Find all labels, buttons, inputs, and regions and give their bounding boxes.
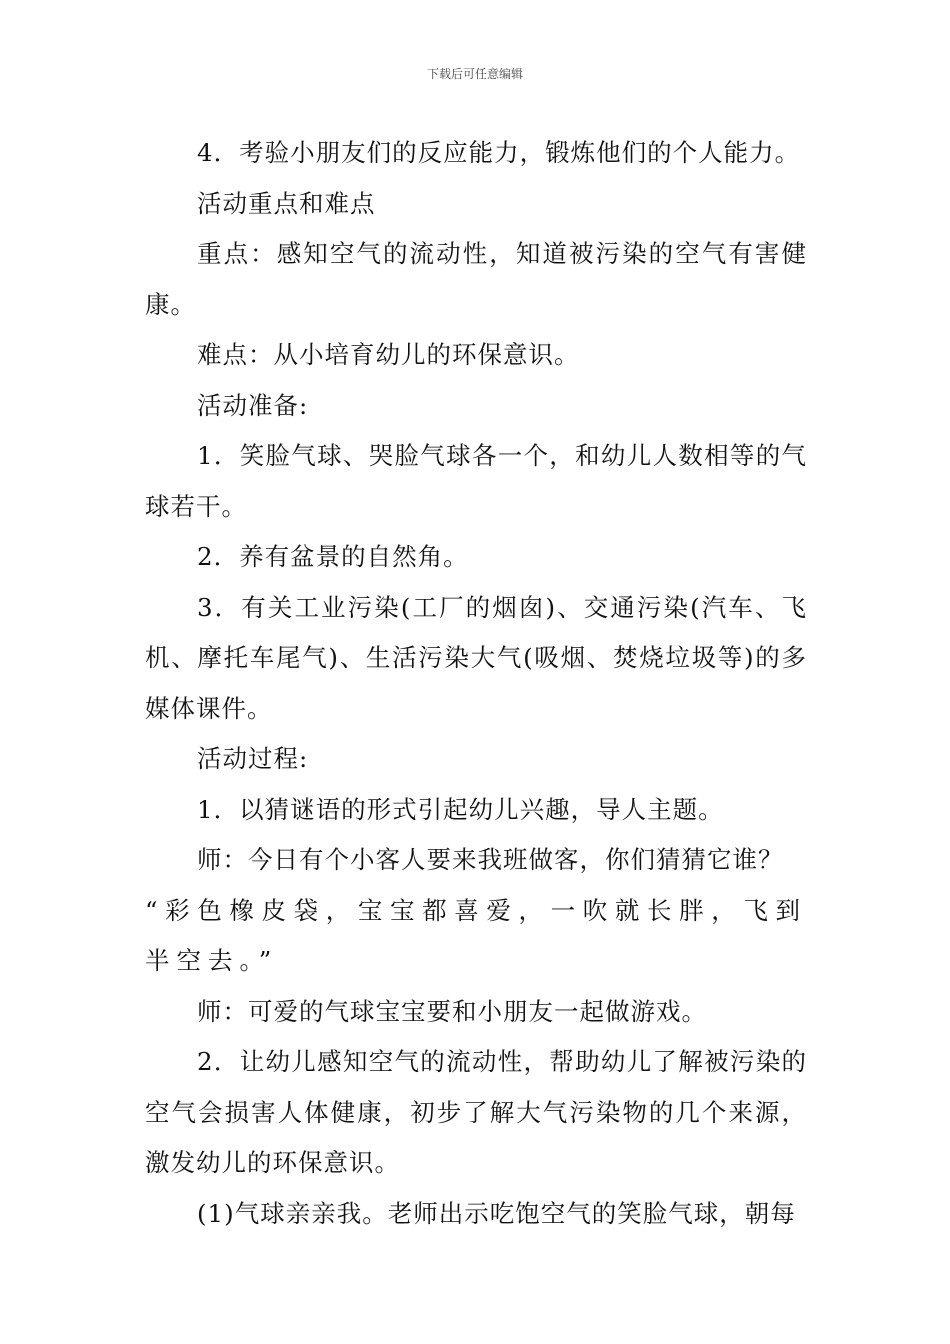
paragraph-teacher-riddle: 师：今日有个小客人要来我班做客，你们猜猜它谁？ [197,845,784,874]
paragraph-preparation-2: 2．养有盆景的自然角。 [197,542,469,571]
paragraph-preparation-3: 3．有关工业污染(工厂的烟囱)、交通污染(汽车、飞机、摩托车尾气)、生活污染大气(吸烟、焚烧垃圾等)的多媒体课件。 [145,592,807,723]
paragraph-process-1: 1．以猜谜语的形式引起幼儿兴趣，导人主题。 [197,794,724,824]
paragraph-key-point: 重点：感知空气的流动性，知道被污染的空气有害健康。 [145,239,807,319]
document-body [145,128,807,1239]
paragraph-riddle-text: “彩色橡皮袋，宝宝都喜爱，一吹就长胖，飞到半空去。” [145,895,807,975]
heading-preparation: 活动准备: [197,390,309,420]
paragraph-process-2: 2．让幼儿感知空气的流动性，帮助幼儿了解被污染的空气会损害人体健康，初步了解大气污染物的几个来源，激发幼儿的环保意识。 [145,1047,807,1177]
paragraph-process-2-1: (1)气球亲亲我。老师出示吃饱空气的笑脸气球，朝每 [197,1198,796,1228]
paragraph-difficult-point: 难点：从小培育幼儿的环保意识。 [197,340,580,369]
paragraph-teacher-game: 师：可爱的气球宝宝要和小朋友一起做游戏。 [197,996,707,1026]
heading-key-points: 活动重点和难点 [197,188,376,218]
paragraph-objective-4: 4．考验小朋友们的反应能力，锻炼他们的个人能力。 [197,138,801,167]
heading-process: 活动过程: [197,744,309,773]
paragraph-preparation-1: 1．笑脸气球、哭脸气球各一个，和幼儿人数相等的气球若干。 [145,441,807,521]
page-header: 下载后可任意编辑 [426,67,523,81]
